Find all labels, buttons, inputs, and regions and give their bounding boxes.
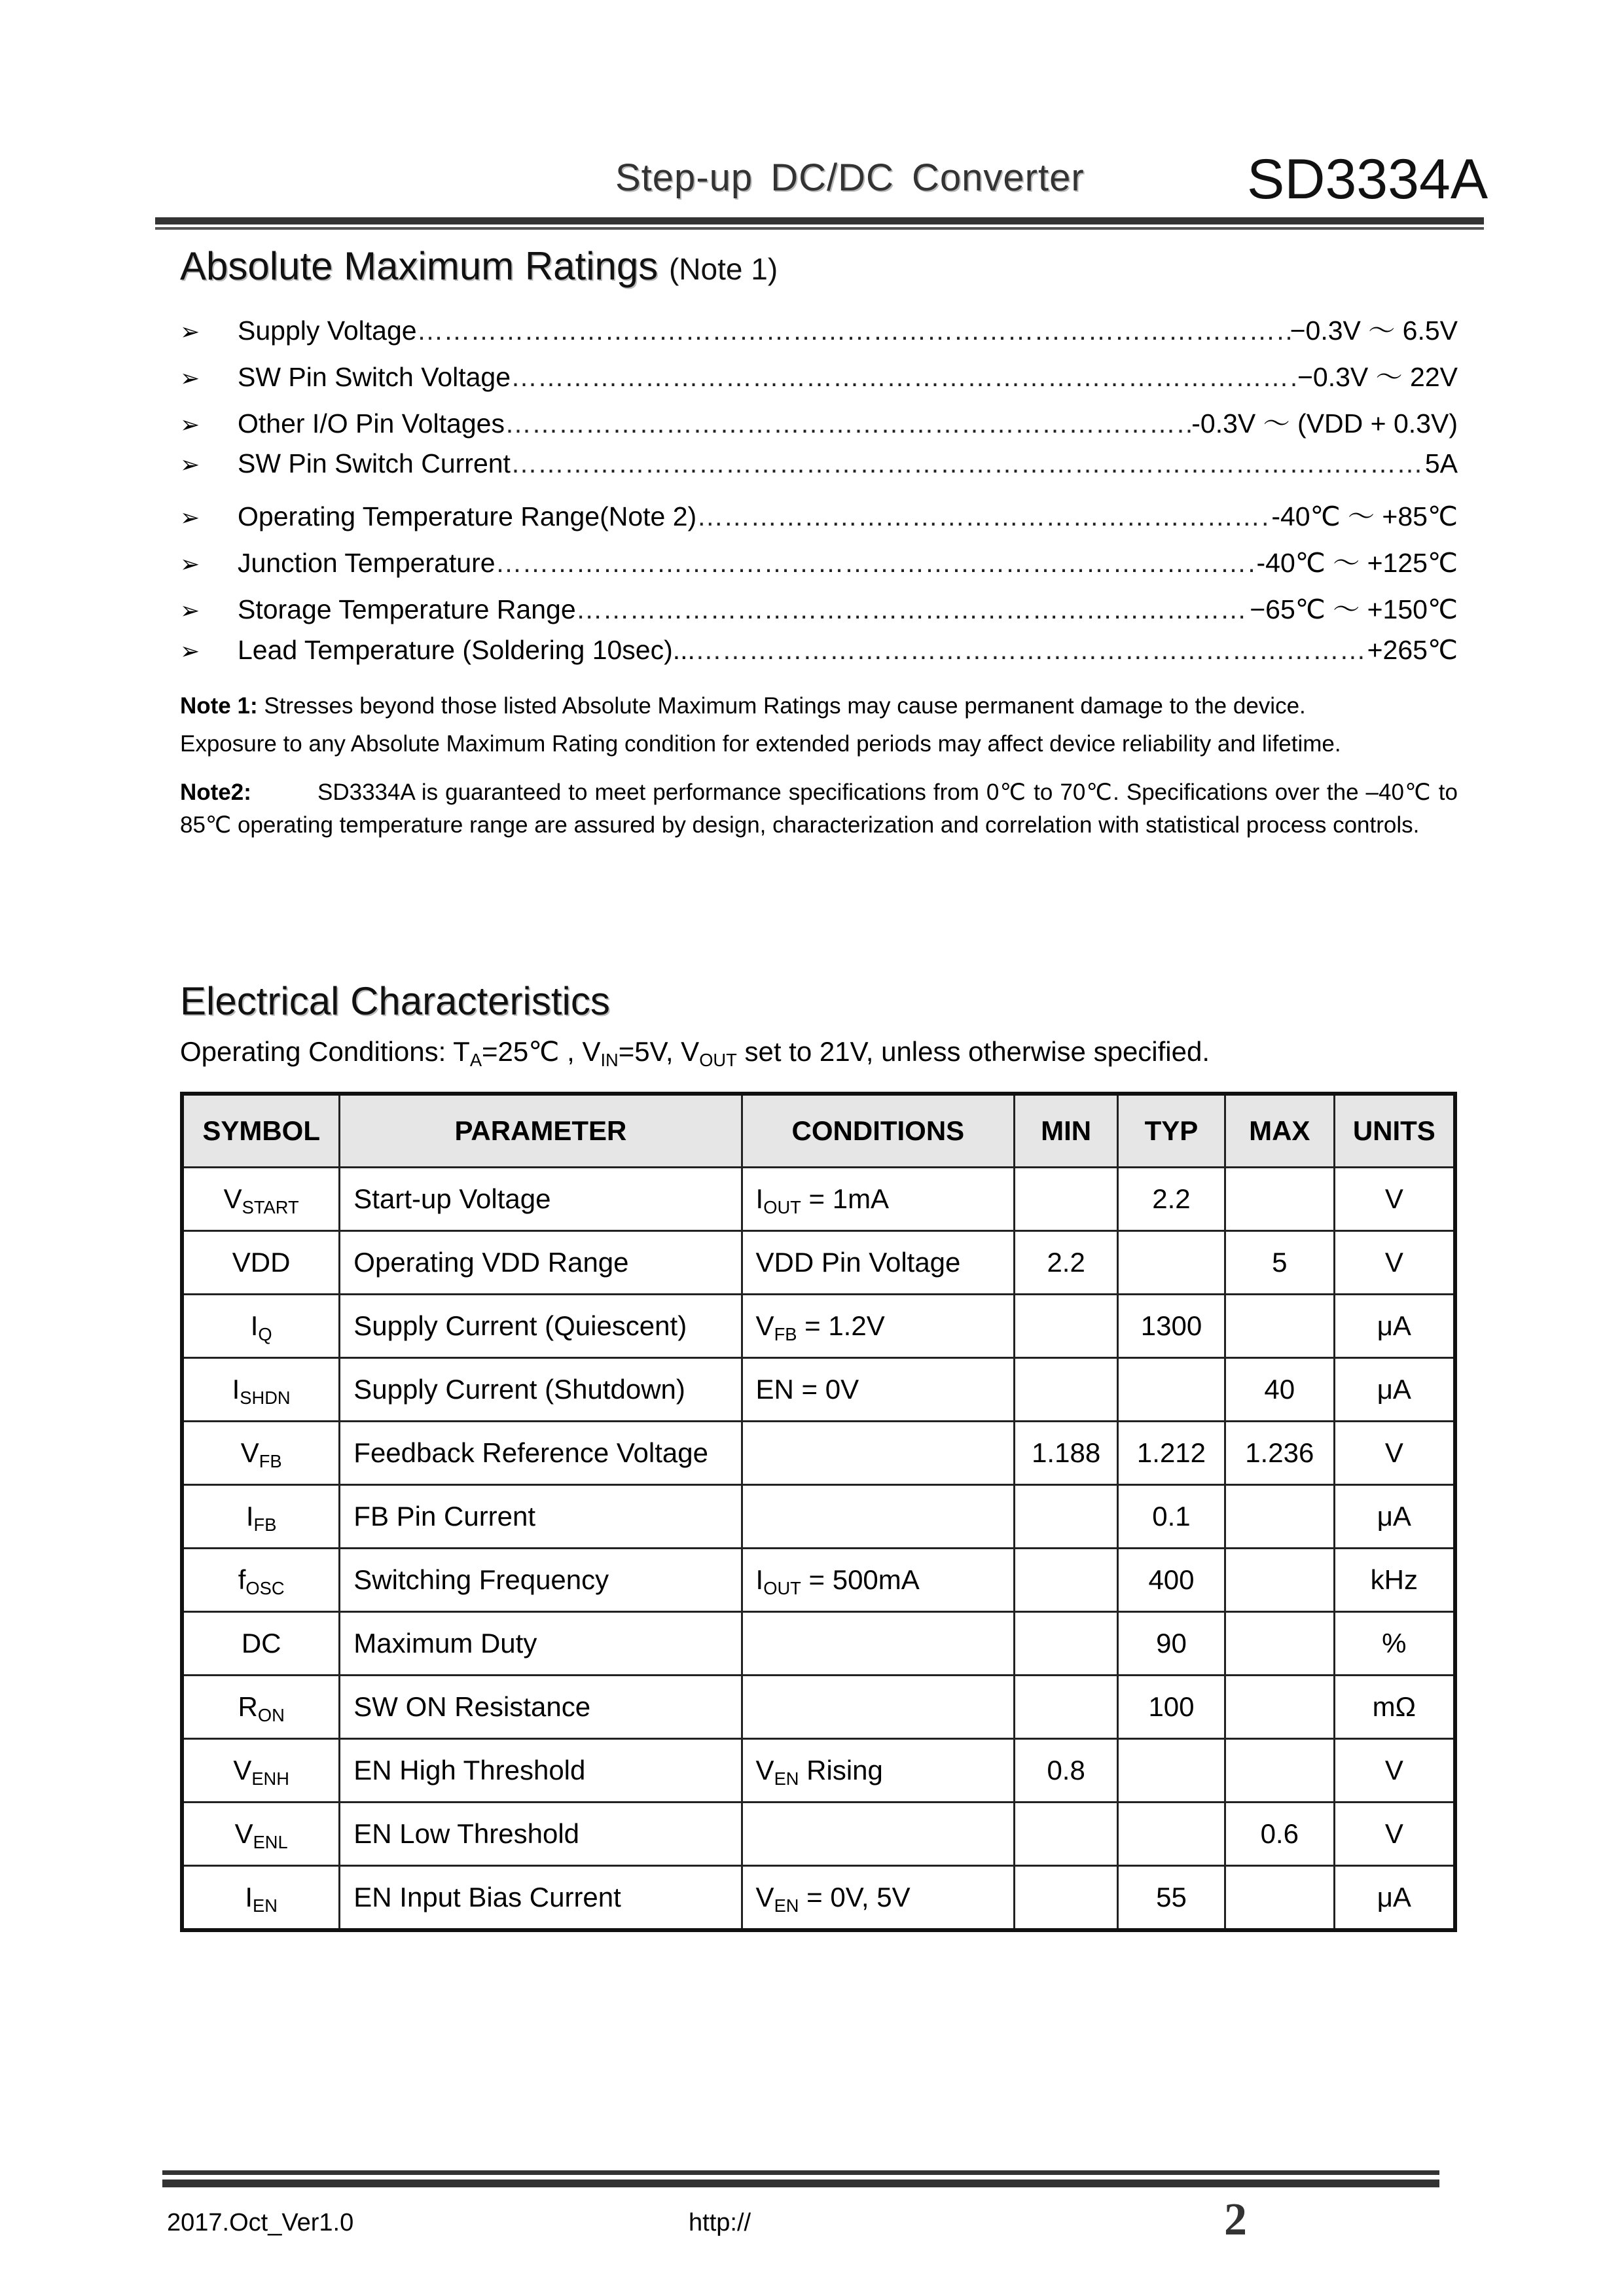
cond: EN = 0V	[755, 1374, 859, 1405]
table-row	[182, 1676, 1455, 1739]
units-cell: kHz	[1334, 1549, 1455, 1612]
min-cell	[1015, 1358, 1118, 1422]
arrow-bullet-icon: ➢	[180, 597, 200, 624]
conditions-cell	[742, 1739, 1015, 1803]
symbol: I	[250, 1310, 259, 1341]
symbol-sub: OSC	[245, 1578, 285, 1599]
rating-item	[180, 588, 1458, 634]
cond-sub: IN	[600, 1050, 619, 1071]
symbol: V	[240, 1437, 259, 1468]
ratings-list	[180, 309, 1458, 681]
cond: V	[755, 1882, 774, 1912]
cond-sub: EN	[774, 1895, 799, 1916]
rating-item	[180, 634, 1458, 681]
symbol: V	[234, 1818, 253, 1849]
parameter-cell: Supply Current (Quiescent)	[340, 1295, 742, 1358]
symbol-cell	[182, 1422, 340, 1485]
max-cell: 1.236	[1225, 1422, 1334, 1485]
max-cell	[1225, 1612, 1334, 1676]
leader-dots	[696, 501, 1271, 532]
typ-cell: 0.1	[1118, 1485, 1225, 1549]
rating-label: Other I/O Pin Voltages	[238, 408, 505, 439]
max-cell	[1225, 1866, 1334, 1931]
arrow-bullet-icon: ➢	[180, 550, 200, 577]
rating-label: Supply Voltage	[238, 315, 417, 346]
table-header-row	[182, 1094, 1455, 1168]
units-cell: V	[1334, 1422, 1455, 1485]
cond: V	[755, 1755, 774, 1785]
cond: I	[755, 1183, 764, 1214]
units-cell: V	[1334, 1739, 1455, 1803]
header-rule-thin	[155, 227, 1484, 230]
rating-item	[180, 541, 1458, 588]
units-cell: μA	[1334, 1295, 1455, 1358]
typ-cell	[1118, 1739, 1225, 1803]
symbol-sub: ENH	[251, 1768, 289, 1789]
table-row	[182, 1168, 1455, 1231]
symbol-cell	[182, 1739, 340, 1803]
amr-note-ref: (Note 1)	[668, 252, 778, 286]
symbol: DC	[241, 1628, 281, 1659]
conditions-cell	[742, 1231, 1015, 1295]
conditions-cell	[742, 1485, 1015, 1549]
parameter-cell: Operating VDD Range	[340, 1231, 742, 1295]
symbol-sub: ON	[257, 1705, 285, 1726]
symbol: I	[232, 1374, 240, 1405]
table-row	[182, 1422, 1455, 1485]
rating-label: SW Pin Switch Current	[238, 448, 511, 478]
min-cell	[1015, 1803, 1118, 1866]
min-cell	[1015, 1866, 1118, 1931]
leader-dots	[695, 635, 1367, 666]
max-cell: 5	[1225, 1231, 1334, 1295]
ec-title: Electrical Characteristics	[180, 979, 610, 1023]
symbol-sub: SHDN	[240, 1388, 291, 1408]
symbol-cell	[182, 1866, 340, 1931]
rating-value: -40℃ ～ +125℃	[1256, 548, 1458, 578]
max-cell	[1225, 1549, 1334, 1612]
rating-value: 5A	[1424, 448, 1458, 478]
symbol-sub: FB	[253, 1515, 277, 1535]
symbol: V	[223, 1183, 242, 1214]
symbol-sub: Q	[258, 1324, 272, 1345]
units-cell: V	[1334, 1803, 1455, 1866]
parameter-cell: EN Input Bias Current	[340, 1866, 742, 1931]
symbol-cell	[182, 1358, 340, 1422]
typ-cell: 90	[1118, 1612, 1225, 1676]
rating-item	[180, 355, 1458, 402]
part-number: SD3334A	[1247, 148, 1489, 211]
symbol-cell	[182, 1676, 340, 1739]
column-header: MAX	[1225, 1094, 1334, 1168]
column-header: PARAMETER	[340, 1094, 742, 1168]
parameter-cell: SW ON Resistance	[340, 1676, 742, 1739]
header-rule	[155, 217, 1484, 224]
conditions-cell	[742, 1168, 1015, 1231]
min-cell	[1015, 1168, 1118, 1231]
note1-text2: Exposure to any Absolute Maximum Rating condition for extended periods may affect device reliability and lifetime.	[180, 731, 1341, 757]
leader-dots	[417, 315, 1290, 346]
symbol-sub: START	[242, 1197, 299, 1218]
min-cell	[1015, 1295, 1118, 1358]
rating-label: Operating Temperature Range(Note 2)	[238, 501, 697, 531]
min-cell: 2.2	[1015, 1231, 1118, 1295]
symbol: R	[238, 1691, 258, 1722]
cond-text: Operating Conditions: T	[180, 1036, 470, 1067]
leader-dots	[511, 448, 1425, 479]
parameter-cell: Feedback Reference Voltage	[340, 1422, 742, 1485]
cond-rest: = 1.2V	[797, 1310, 885, 1341]
cond-rest: Rising	[799, 1755, 883, 1785]
cond-sub: OUT	[699, 1050, 737, 1071]
document-subtitle: Step-up DC/DC Converter	[615, 156, 1085, 199]
rating-item	[180, 309, 1458, 355]
units-cell: μA	[1334, 1485, 1455, 1549]
table-row	[182, 1803, 1455, 1866]
cond: V	[755, 1310, 774, 1341]
cond-rest: = 1mA	[801, 1183, 890, 1214]
conditions-cell	[742, 1549, 1015, 1612]
table-row	[182, 1358, 1455, 1422]
min-cell	[1015, 1612, 1118, 1676]
footer-rule-thick	[162, 2179, 1439, 2187]
conditions-cell	[742, 1612, 1015, 1676]
cond-text: set to 21V, unless otherwise specified.	[736, 1036, 1210, 1067]
rating-label: SW Pin Switch Voltage	[238, 362, 511, 392]
column-header: SYMBOL	[182, 1094, 340, 1168]
rating-item	[180, 495, 1458, 541]
rating-item	[180, 402, 1458, 448]
amr-title-text: Absolute Maximum Ratings	[180, 244, 659, 288]
symbol-cell	[182, 1803, 340, 1866]
leader-dots	[576, 594, 1250, 625]
conditions-cell	[742, 1358, 1015, 1422]
typ-cell: 2.2	[1118, 1168, 1225, 1231]
footer-rule	[162, 2170, 1439, 2175]
max-cell	[1225, 1739, 1334, 1803]
cond-sub: OUT	[763, 1197, 801, 1218]
conditions-cell	[742, 1295, 1015, 1358]
typ-cell	[1118, 1803, 1225, 1866]
symbol: f	[238, 1564, 246, 1595]
symbol: I	[245, 1882, 253, 1912]
symbol-sub: FB	[259, 1451, 282, 1472]
note-1	[180, 687, 1458, 763]
rating-value: -0.3V ～ (VDD + 0.3V)	[1191, 408, 1458, 439]
min-cell	[1015, 1485, 1118, 1549]
symbol: VDD	[232, 1247, 291, 1278]
rating-item	[180, 448, 1458, 495]
note1-label: Note 1:	[180, 693, 258, 719]
cond-sub: OUT	[763, 1578, 801, 1599]
note-2	[180, 776, 1458, 842]
symbol-cell	[182, 1168, 340, 1231]
symbol: V	[233, 1755, 252, 1785]
symbol-cell	[182, 1295, 340, 1358]
rating-value: −0.3V ～ 6.5V	[1290, 315, 1458, 346]
max-cell: 40	[1225, 1358, 1334, 1422]
parameter-cell: Supply Current (Shutdown)	[340, 1358, 742, 1422]
symbol-cell	[182, 1485, 340, 1549]
units-cell: V	[1334, 1231, 1455, 1295]
conditions-cell	[742, 1803, 1015, 1866]
conditions-cell	[742, 1866, 1015, 1931]
arrow-bullet-icon: ➢	[180, 318, 200, 345]
rating-value: −0.3V ～ 22V	[1297, 362, 1458, 392]
typ-cell: 400	[1118, 1549, 1225, 1612]
rating-label: Storage Temperature Range	[238, 594, 576, 624]
rating-value: −65℃ ～ +150℃	[1250, 594, 1458, 624]
cond-rest: = 500mA	[801, 1564, 920, 1595]
leader-dots	[511, 362, 1297, 393]
note2-text: SD3334A is guaranteed to meet performance specifications from 0℃ to 70℃. Specifications over the –40℃ to 85℃ operating temperature range are assured by design, characterization and correlation with statistical process controls.	[180, 780, 1458, 838]
typ-cell: 1.212	[1118, 1422, 1225, 1485]
arrow-bullet-icon: ➢	[180, 451, 200, 478]
note2-label: Note2:	[180, 780, 251, 805]
max-cell	[1225, 1485, 1334, 1549]
cond: I	[755, 1564, 764, 1595]
leader-dots	[505, 408, 1191, 439]
footer-url[interactable]: http://	[689, 2209, 751, 2236]
conditions-cell	[742, 1422, 1015, 1485]
table-row	[182, 1739, 1455, 1803]
conditions-cell	[742, 1676, 1015, 1739]
symbol-sub: EN	[253, 1895, 278, 1916]
table-row	[182, 1231, 1455, 1295]
cond-sub: EN	[774, 1768, 799, 1789]
rating-label: Junction Temperature	[238, 548, 496, 578]
units-cell: μA	[1334, 1866, 1455, 1931]
column-header: UNITS	[1334, 1094, 1455, 1168]
rating-label: Lead Temperature (Soldering 10sec)...	[238, 635, 695, 665]
typ-cell: 55	[1118, 1866, 1225, 1931]
parameter-cell: EN Low Threshold	[340, 1803, 742, 1866]
units-cell: V	[1334, 1168, 1455, 1231]
typ-cell	[1118, 1231, 1225, 1295]
cond-text: =25℃ , V	[482, 1036, 601, 1067]
column-header: TYP	[1118, 1094, 1225, 1168]
table-row	[182, 1549, 1455, 1612]
cond: VDD Pin Voltage	[755, 1247, 961, 1278]
cond-sub: A	[469, 1050, 482, 1071]
rating-value: -40℃ ～ +85℃	[1271, 501, 1458, 531]
rating-value: +265℃	[1367, 635, 1458, 665]
note1-text: Stresses beyond those listed Absolute Maximum Ratings may cause permanent damage to the device.	[257, 693, 1306, 719]
table-row	[182, 1485, 1455, 1549]
symbol-cell	[182, 1549, 340, 1612]
min-cell	[1015, 1676, 1118, 1739]
column-header: MIN	[1015, 1094, 1118, 1168]
arrow-bullet-icon: ➢	[180, 637, 200, 664]
operating-conditions	[180, 1035, 1210, 1071]
parameter-cell: Maximum Duty	[340, 1612, 742, 1676]
max-cell: 0.6	[1225, 1803, 1334, 1866]
arrow-bullet-icon: ➢	[180, 504, 200, 531]
parameter-cell: Switching Frequency	[340, 1549, 742, 1612]
max-cell	[1225, 1295, 1334, 1358]
parameter-cell: FB Pin Current	[340, 1485, 742, 1549]
leader-dots	[496, 548, 1257, 579]
page-number: 2	[1224, 2195, 1247, 2245]
typ-cell	[1118, 1358, 1225, 1422]
parameter-cell: Start-up Voltage	[340, 1168, 742, 1231]
symbol-cell	[182, 1612, 340, 1676]
typ-cell: 1300	[1118, 1295, 1225, 1358]
amr-title	[180, 243, 778, 289]
cond-sub: FB	[774, 1324, 797, 1345]
table-row	[182, 1295, 1455, 1358]
cond-text: =5V, V	[618, 1036, 700, 1067]
min-cell: 0.8	[1015, 1739, 1118, 1803]
table-row	[182, 1612, 1455, 1676]
parameter-cell: EN High Threshold	[340, 1739, 742, 1803]
cond-rest: = 0V, 5V	[799, 1882, 911, 1912]
column-header: CONDITIONS	[742, 1094, 1015, 1168]
arrow-bullet-icon: ➢	[180, 365, 200, 391]
symbol-cell	[182, 1231, 340, 1295]
footer-version: 2017.Oct_Ver1.0	[167, 2209, 354, 2236]
symbol: I	[245, 1501, 254, 1532]
units-cell: μA	[1334, 1358, 1455, 1422]
max-cell	[1225, 1168, 1334, 1231]
typ-cell: 100	[1118, 1676, 1225, 1739]
min-cell: 1.188	[1015, 1422, 1118, 1485]
electrical-characteristics-table	[180, 1092, 1457, 1932]
symbol-sub: ENL	[253, 1832, 288, 1853]
max-cell	[1225, 1676, 1334, 1739]
units-cell: %	[1334, 1612, 1455, 1676]
table-row	[182, 1866, 1455, 1931]
units-cell: mΩ	[1334, 1676, 1455, 1739]
min-cell	[1015, 1549, 1118, 1612]
arrow-bullet-icon: ➢	[180, 411, 200, 438]
